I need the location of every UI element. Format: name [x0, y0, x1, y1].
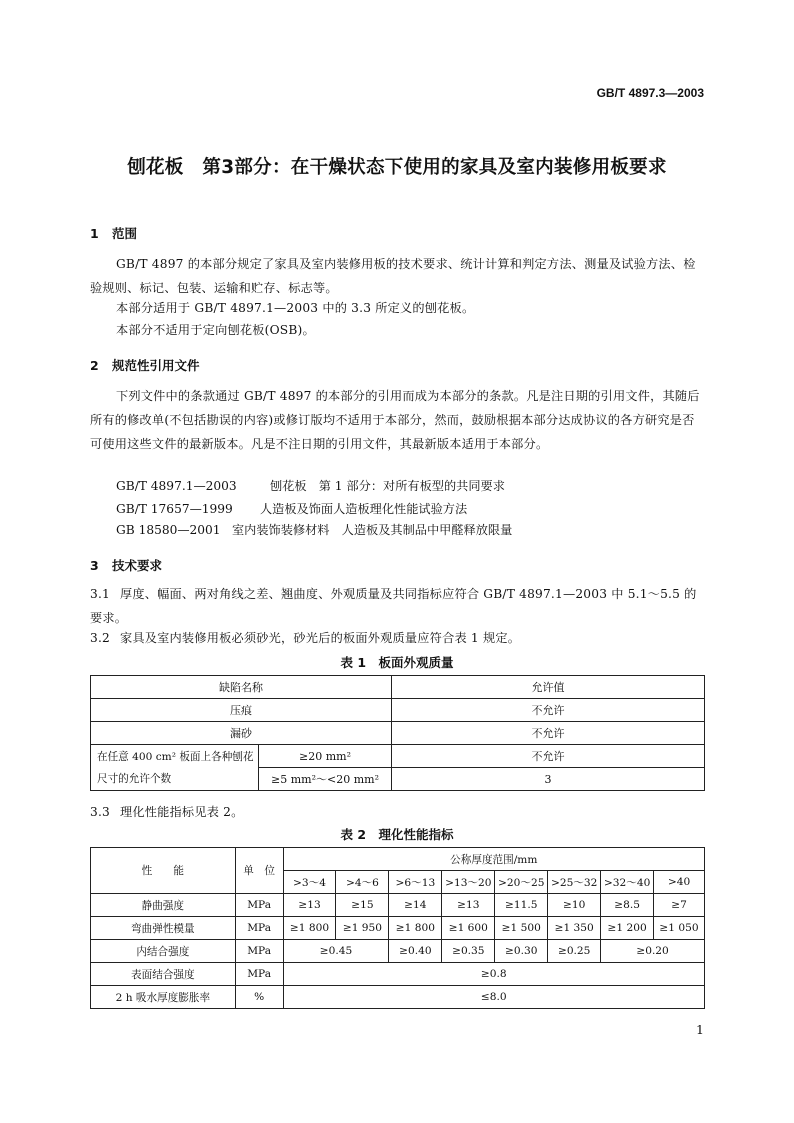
section-2-heading	[90, 356, 200, 374]
header-cell-property: 性 能	[91, 848, 236, 894]
allowed-value: 不允许	[392, 745, 705, 768]
thickness-range: >40	[654, 871, 705, 894]
page-number: 1	[696, 1022, 704, 1037]
thickness-range: >3～4	[283, 871, 336, 894]
section-number: 2	[90, 358, 99, 373]
table-header-row	[91, 848, 705, 871]
table-1-caption: 表 1 板面外观质量	[340, 655, 454, 670]
property-unit: MPa	[235, 963, 283, 986]
property-name: 静曲强度	[91, 894, 236, 917]
reference-1	[116, 477, 505, 494]
property-unit: %	[235, 986, 283, 1009]
value-cell: ≥0.20	[601, 940, 705, 963]
value-cell: ≥14	[389, 894, 442, 917]
section-title: 规范性引用文件	[112, 358, 200, 373]
section-1-paragraph-1: GB/T 4897 的本部分规定了家具及室内装修用板的技术要求、统计计算和判定方法、测量及试验方法、检验规则、标记、包装、运输和贮存、标志等。	[90, 257, 696, 295]
clause-number: 3.2	[90, 631, 110, 645]
section-title: 范围	[112, 226, 138, 241]
table-1-surface-quality	[90, 675, 705, 791]
thickness-range: >20～25	[495, 871, 548, 894]
value-cell: ≥1 800	[283, 917, 336, 940]
value-cell: ≥0.25	[548, 940, 601, 963]
property-unit: MPa	[235, 917, 283, 940]
clause-number: 3.3	[90, 805, 110, 819]
allowed-value: 不允许	[392, 722, 705, 745]
table-row	[91, 986, 705, 1009]
value-cell: ≥1 050	[654, 917, 705, 940]
header-cell-allowed: 允许值	[392, 676, 705, 699]
section-1-paragraph-3: 本部分不适用于定向刨花板(OSB)。	[116, 323, 315, 337]
table-row	[91, 894, 705, 917]
reference-code: GB 18580—2001	[116, 523, 221, 537]
reference-title: 刨花板 第 1 部分：对所有板型的共同要求	[270, 479, 505, 493]
value-cell: ≥0.8	[283, 963, 704, 986]
table-row	[91, 745, 705, 768]
value-cell: ≥13	[283, 894, 336, 917]
thickness-range: >4～6	[336, 871, 389, 894]
clause-3-3	[90, 800, 706, 824]
value-cell: ≥1 600	[442, 917, 495, 940]
document-title: 刨花板 第3部分：在干燥状态下使用的家具及室内装修用板要求	[127, 157, 667, 178]
value-cell: ≥11.5	[495, 894, 548, 917]
allowed-value: 3	[392, 768, 705, 791]
value-cell: ≥1 350	[548, 917, 601, 940]
reference-3	[116, 521, 512, 538]
property-name: 弯曲弹性模量	[91, 917, 236, 940]
reference-2	[116, 500, 467, 517]
size-range: ≥20 mm²	[259, 745, 392, 768]
value-cell: ≥7	[654, 894, 705, 917]
reference-title: 室内装饰装修材料 人造板及其制品中甲醛释放限量	[232, 523, 513, 537]
value-cell: ≥1 800	[389, 917, 442, 940]
clause-text: 厚度、幅面、两对角线之差、翘曲度、外观质量及共同指标应符合 GB/T 4897.1—2003 中 5.1～5.5 的要求。	[90, 587, 697, 625]
header-cell-thickness: 公称厚度范围/mm	[283, 848, 704, 871]
section-number: 3	[90, 558, 99, 573]
value-cell: ≥0.30	[495, 940, 548, 963]
section-title: 技术要求	[112, 558, 163, 573]
defect-name: 漏砂	[91, 722, 392, 745]
value-cell: ≥15	[336, 894, 389, 917]
value-cell: ≤8.0	[283, 986, 704, 1009]
value-cell: ≥1 500	[495, 917, 548, 940]
clause-text: 家具及室内装修用板必须砂光，砂光后的板面外观质量应符合表 1 规定。	[120, 631, 521, 645]
value-cell: ≥0.45	[283, 940, 389, 963]
reference-code: GB/T 17657—1999	[116, 502, 233, 516]
section-1-heading	[90, 224, 137, 242]
clause-3-1	[90, 582, 706, 630]
thickness-range: >32～40	[601, 871, 654, 894]
clause-number: 3.1	[90, 587, 110, 601]
property-unit: MPa	[235, 894, 283, 917]
reference-title: 人造板及饰面人造板理化性能试验方法	[260, 502, 468, 516]
value-cell: ≥1 200	[601, 917, 654, 940]
defect-name: 压痕	[91, 699, 392, 722]
value-cell: ≥0.35	[442, 940, 495, 963]
table-2-caption: 表 2 理化性能指标	[340, 827, 454, 842]
standard-number: GB/T 4897.3—2003	[596, 86, 704, 100]
section-1-paragraph-2: 本部分适用于 GB/T 4897.1—2003 中的 3.3 所定义的刨花板。	[116, 301, 475, 315]
value-cell: ≥0.40	[389, 940, 442, 963]
value-cell: ≥10	[548, 894, 601, 917]
table-row	[91, 917, 705, 940]
header-cell-defect: 缺陷名称	[91, 676, 392, 699]
value-cell: ≥8.5	[601, 894, 654, 917]
size-range: ≥5 mm²～<20 mm²	[259, 768, 392, 791]
property-unit: MPa	[235, 940, 283, 963]
clause-3-2	[90, 626, 706, 650]
thickness-range: >25～32	[548, 871, 601, 894]
property-name: 2 h 吸水厚度膨胀率	[91, 986, 236, 1009]
value-cell: ≥1 950	[336, 917, 389, 940]
section-3-heading	[90, 556, 162, 574]
value-cell: ≥13	[442, 894, 495, 917]
thickness-range: >6～13	[389, 871, 442, 894]
reference-code: GB/T 4897.1—2003	[116, 479, 237, 493]
table-header-row	[91, 676, 705, 699]
section-number: 1	[90, 226, 99, 241]
header-cell-unit: 单 位	[235, 848, 283, 894]
table-row	[91, 699, 705, 722]
table-row	[91, 940, 705, 963]
table-row	[91, 722, 705, 745]
thickness-range: >13～20	[442, 871, 495, 894]
table-2-physical-properties	[90, 847, 705, 1009]
section-2-paragraph-1: 下列文件中的条款通过 GB/T 4897 的本部分的引用而成为本部分的条款。凡是注日期的引用文件，其随后所有的修改单(不包括勘误的内容)或修订版均不适用于本部分，然而，鼓励根据本部分达成协议的各方研究是否可使用这些文件的最新版本。凡是不注日期的引用文件，其最新版本适用于本部分。	[90, 389, 700, 451]
table-row	[91, 963, 705, 986]
allowed-value: 不允许	[392, 699, 705, 722]
property-name: 内结合强度	[91, 940, 236, 963]
property-name: 表面结合强度	[91, 963, 236, 986]
clause-text: 理化性能指标见表 2。	[120, 805, 244, 819]
group-label: 在任意 400 cm² 板面上各种刨花尺寸的允许个数	[91, 745, 259, 791]
